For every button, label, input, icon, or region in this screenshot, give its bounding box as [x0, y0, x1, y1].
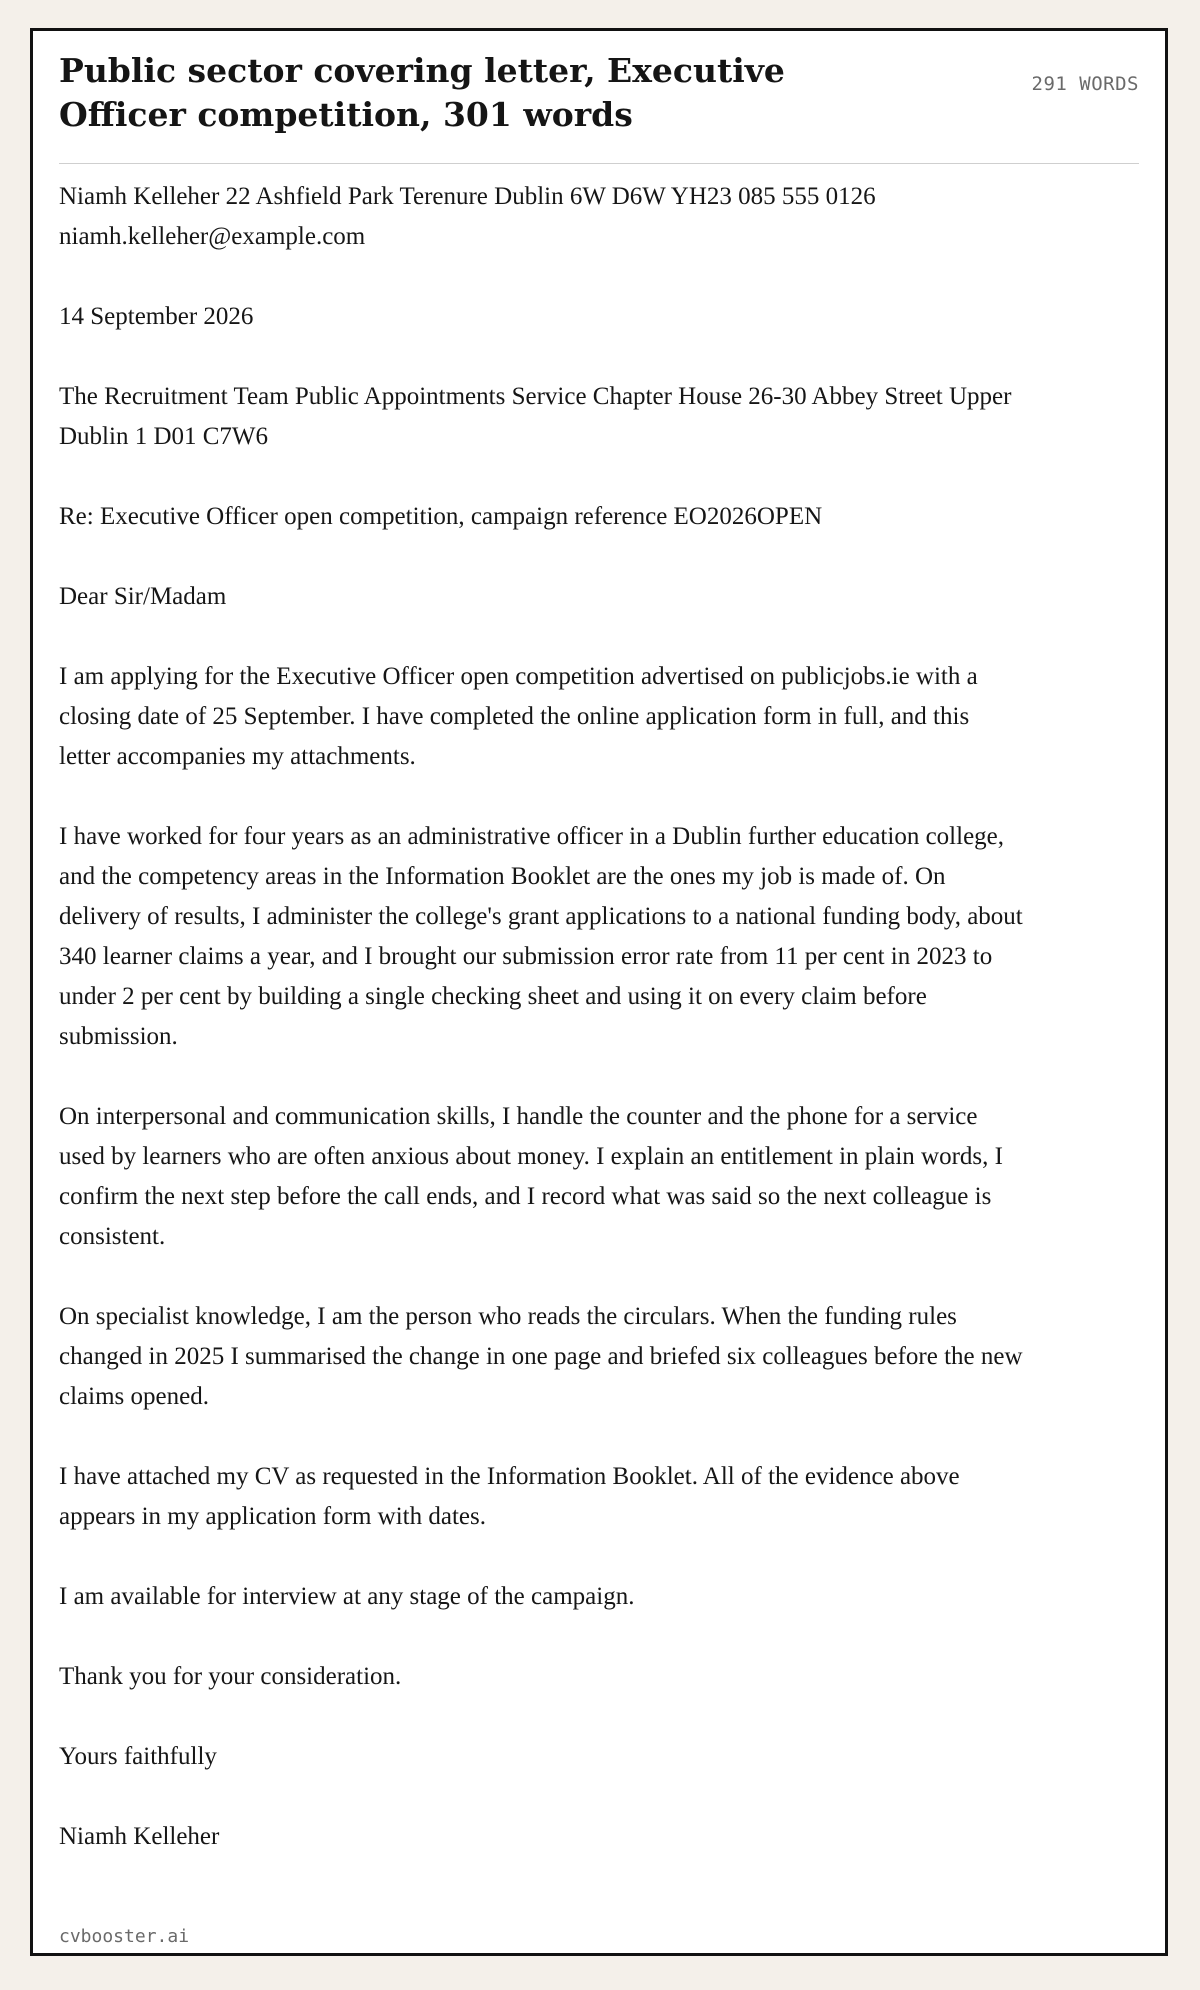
signature: Niamh Kelleher	[59, 1823, 220, 1850]
paragraph-thanks: Thank you for your consideration.	[59, 1663, 402, 1690]
page-title: Public sector covering letter, Executive Officer competition, 301 words	[59, 51, 785, 134]
recipient-block: The Recruitment Team Public Appointments Service Chapter House 26-30 Abbey Street Upper Dublin 1 D01 C7W6	[59, 383, 1012, 450]
word-count-badge: 291 WORDS	[1031, 73, 1139, 95]
letter-body	[59, 177, 1089, 1897]
paragraph-introduction: I am applying for the Executive Officer open competition advertised on publicjobs.ie with a closing date of 25 September. I have completed the online application form in full, and this letter accompanies my attachments.	[59, 663, 978, 770]
paragraph-specialist-knowledge: On specialist knowledge, I am the person who reads the circulars. When the funding rules changed in 2025 I summarised the change in one page and briefed six colleagues before the new claims opened.	[59, 1303, 1023, 1410]
salutation: Dear Sir/Madam	[59, 583, 227, 610]
paragraph-attachments: I have attached my CV as requested in the Information Booklet. All of the evidence above appears in my application form with dates.	[59, 1463, 960, 1530]
paragraph-communication-skills: On interpersonal and communication skills, I handle the counter and the phone for a service used by learners who are often anxious about money. I explain an entitlement in plain words, I confirm the next step before the call ends, and I record what was said so the next colleague is consistent.	[59, 1103, 1003, 1250]
paragraph-delivery-of-results: I have worked for four years as an administrative officer in a Dublin further education college, and the competency areas in the Information Booklet are the ones my job is made of. On delivery of results, I administer the college's grant applications to a national funding body, about 340 learner claims a year, and I brought our submission error rate from 11 per cent in 2023 to under 2 per cent by building a single checking sheet and using it on every claim before submission.	[59, 823, 1023, 1050]
paragraph-availability: I am available for interview at any stage of the campaign.	[59, 1583, 635, 1610]
sender-block: Niamh Kelleher 22 Ashfield Park Terenure Dublin 6W D6W YH23 085 555 0126 niamh.kelleher@example.com	[59, 183, 876, 250]
closing: Yours faithfully	[59, 1743, 217, 1770]
letter-card	[30, 28, 1168, 1956]
letter-header	[59, 49, 1139, 164]
brand-footer: cvbooster.ai	[59, 1926, 190, 1947]
letter-date: 14 September 2026	[59, 303, 254, 330]
subject-line: Re: Executive Officer open competition, campaign reference EO2026OPEN	[59, 503, 823, 530]
